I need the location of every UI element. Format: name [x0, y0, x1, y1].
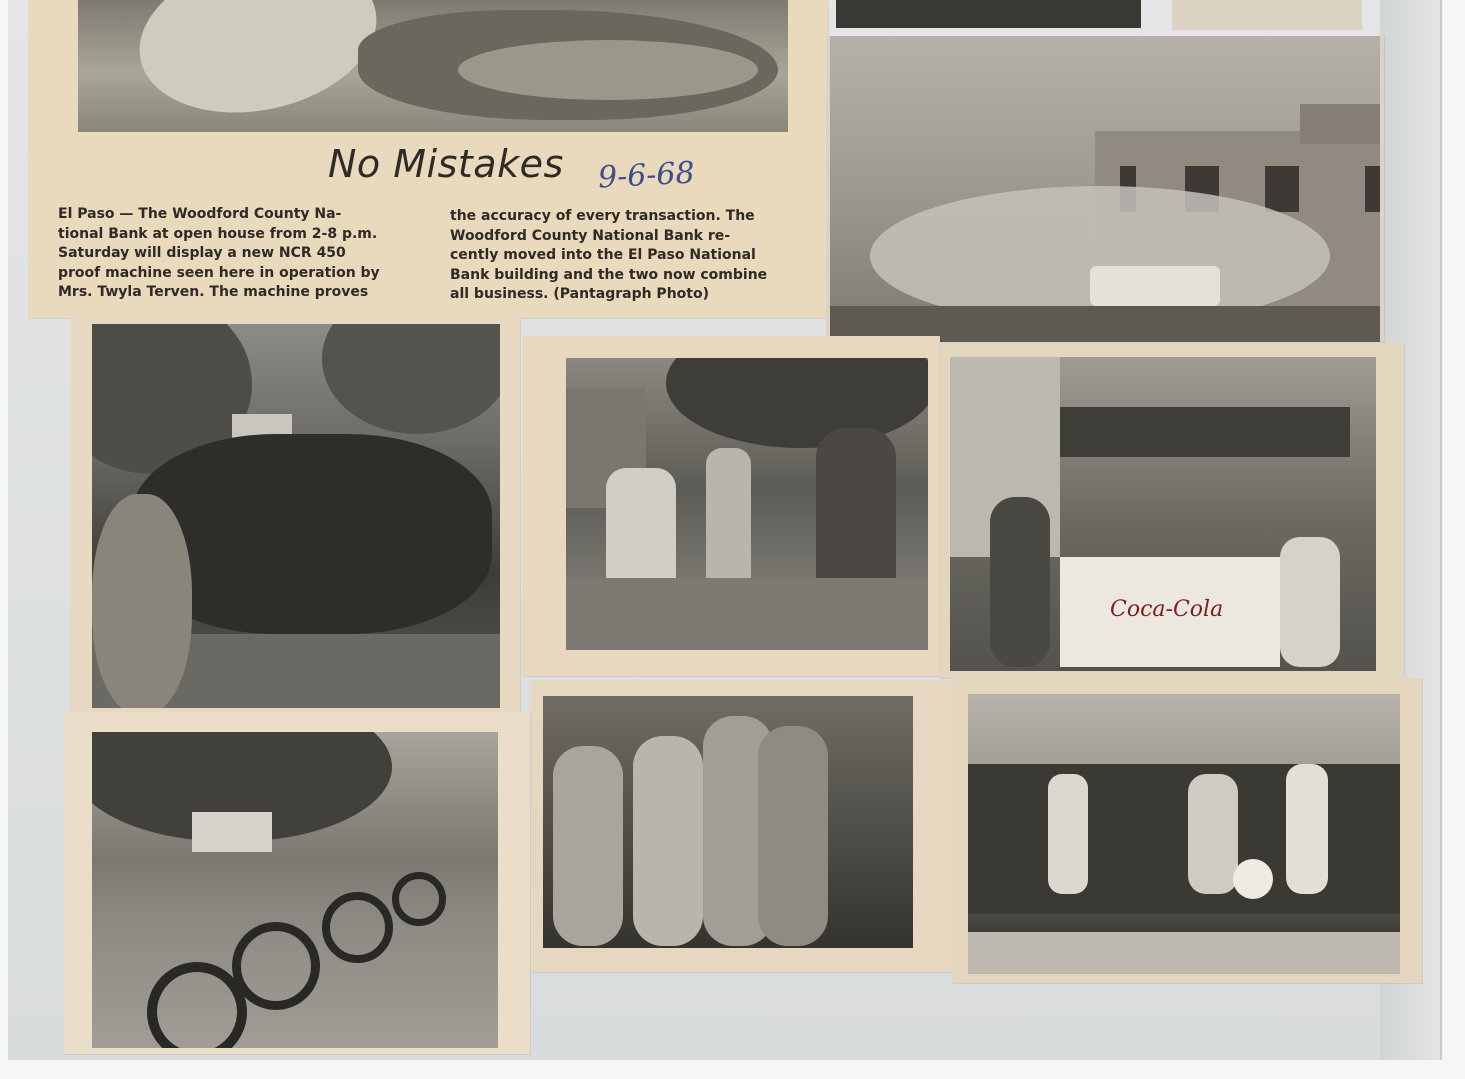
caption-line: tional Bank at open house from 2-8 p.m. [58, 225, 378, 242]
handwritten-date: 9-6-68 [597, 155, 696, 196]
caption-line: Woodford County National Bank re- [450, 227, 731, 244]
caption-column-left [58, 205, 380, 303]
clipping-photo [78, 0, 788, 132]
photo-mount [64, 712, 530, 1054]
caption-line: Mrs. Twyla Terven. The machine proves [58, 284, 369, 300]
photo-mount [826, 36, 1384, 342]
photo-costume-parade [566, 358, 928, 650]
photo-mount [70, 318, 520, 714]
photo-strip-top [1172, 0, 1362, 30]
refreshment-stand-sign: Coca-Cola [1110, 597, 1224, 622]
photo-group-girls [543, 696, 913, 948]
photo-mount [531, 680, 963, 972]
caption-line: Bank building and the two now combine [450, 266, 768, 283]
caption-line: Saturday will display a new NCR 450 [58, 245, 346, 261]
photo-mount [952, 678, 1422, 983]
headline: No Mistakes [328, 142, 564, 186]
photo-stage-performance [968, 694, 1400, 974]
caption-column-right [450, 207, 767, 305]
caption-line: proof machine seen here in operation by [58, 264, 380, 281]
caption-line: the accuracy of every transaction. The [450, 208, 755, 224]
photo-bicycle-parade [92, 732, 498, 1048]
caption-line: El Paso — The Woodford County Na- [58, 206, 342, 222]
photo-building-smoke [830, 36, 1380, 342]
photo-strip-top [836, 0, 1141, 28]
photo-mount [938, 343, 1404, 678]
photo-crowd-street [92, 324, 500, 708]
caption-line: all business. (Pantagraph Photo) [450, 286, 709, 302]
photo-mount [522, 336, 940, 676]
newspaper-clipping [28, 0, 828, 318]
photo-refreshment-stand [950, 357, 1376, 671]
caption-line: cently moved into the El Paso National [450, 247, 756, 263]
